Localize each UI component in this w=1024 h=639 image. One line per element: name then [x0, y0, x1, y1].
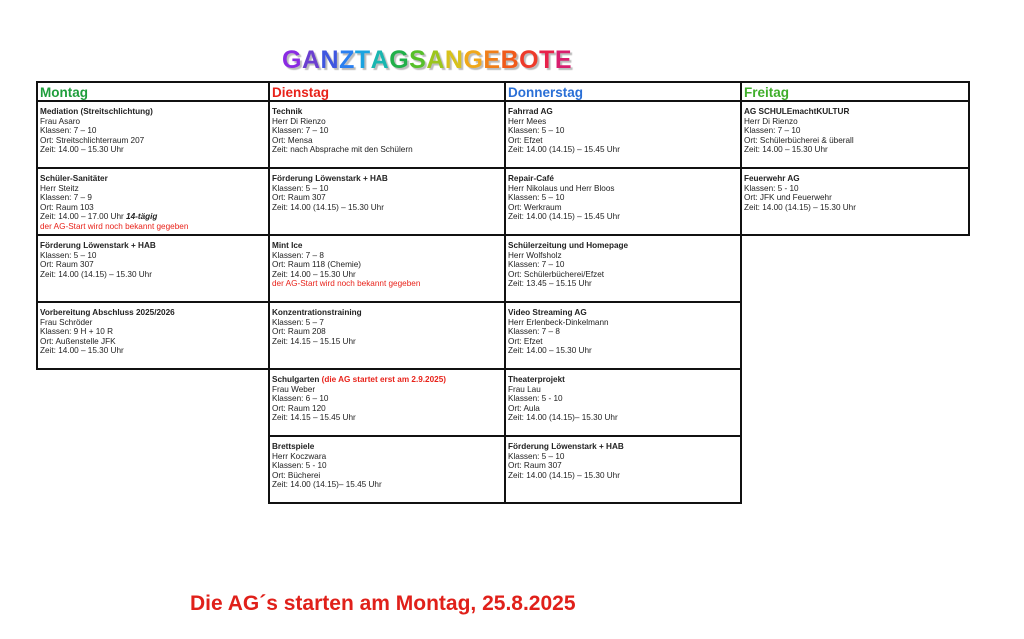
activity-title — [508, 308, 739, 318]
title-letter: T — [539, 46, 555, 74]
activity-detail: Zeit: 14.00 (14.15)– 15.45 Uhr — [272, 480, 382, 490]
activity-detail: Klassen: 7 – 8 — [272, 250, 324, 260]
title-letter: O — [519, 46, 540, 74]
activity-detail: Klassen: 5 - 10 — [508, 394, 563, 404]
page-title — [282, 46, 572, 75]
activity-title — [40, 308, 267, 318]
activity-detail: Frau Asaro — [40, 116, 81, 126]
activity-cell — [506, 236, 740, 303]
activity-detail: Ort: Raum 307 — [272, 193, 326, 203]
activity-detail: Frau Weber — [272, 384, 316, 394]
activity-detail: Ort: Schülerbücherei & überall — [744, 135, 854, 145]
activity-detail: Zeit: 14.00 (14.15) – 15.45 Uhr — [508, 212, 620, 222]
activity-cell — [270, 236, 504, 303]
activity-detail: Ort: Bücherei — [272, 470, 321, 480]
activity-title — [508, 174, 739, 184]
column-dienstag — [268, 81, 506, 504]
day-header-donnerstag: Donnerstag — [506, 81, 740, 102]
activity-detail: Frau Lau — [508, 384, 541, 394]
activity-cell — [38, 102, 268, 169]
activity-title — [272, 442, 503, 452]
activity-detail: Zeit: 14.00 – 15.30 Uhr — [272, 269, 356, 279]
activity-title — [40, 241, 267, 251]
activity-detail: Klassen: 7 – 10 — [744, 126, 801, 136]
activity-detail: Klassen: 7 – 8 — [508, 327, 560, 337]
activity-detail: Klassen: 9 H + 10 R — [40, 327, 114, 337]
activity-title — [272, 107, 503, 117]
activity-time — [40, 212, 267, 222]
activity-cell — [742, 169, 968, 236]
activity-cell — [38, 236, 268, 303]
activity-start-note: der AG-Start wird noch bekannt gegeben — [272, 279, 421, 289]
activity-detail: Klassen: 5 – 10 — [40, 250, 97, 260]
activity-detail: Zeit: 14.00 – 15.30 Uhr — [744, 145, 828, 155]
activity-title-text: Feuerwehr AG — [744, 174, 800, 183]
activity-cell — [506, 303, 740, 370]
activity-detail: Zeit: 14.00 – 15.30 Uhr — [40, 145, 124, 155]
activity-detail: Ort: Raum 118 (Chemie) — [272, 260, 362, 270]
activity-title — [744, 174, 967, 184]
activity-title — [272, 174, 503, 184]
activity-title-text: Schulgarten — [272, 375, 320, 384]
activity-detail: Herr Steitz — [40, 183, 79, 193]
activity-title — [40, 174, 267, 184]
activity-title-text: Fahrrad AG — [508, 107, 553, 116]
title-letter: N — [320, 46, 340, 74]
activity-cell — [506, 370, 740, 437]
activity-title-text: AG SCHULEmachtKULTUR — [744, 107, 850, 116]
activity-detail: Klassen: 5 – 10 — [272, 183, 329, 193]
activity-cell — [270, 370, 504, 437]
activity-detail: Ort: Raum 208 — [272, 327, 326, 337]
activity-title-text: Konzentrationstraining — [272, 308, 362, 317]
activity-cell — [270, 102, 504, 169]
activity-title-text: Förderung Löwenstark + HAB — [272, 174, 388, 183]
activity-detail: Klassen: 5 - 10 — [272, 461, 327, 471]
activity-detail: Ort: Raum 120 — [272, 403, 326, 413]
activity-detail: Zeit: 14.00 – 15.30 Uhr — [40, 346, 124, 356]
activity-detail: Ort: Raum 307 — [508, 461, 562, 471]
activity-title — [40, 107, 267, 117]
activity-title-note: (die AG startet erst am 2.9.2025) — [319, 375, 446, 384]
activity-title-text: Video Streaming AG — [508, 308, 587, 317]
activity-detail: Ort: Mensa — [272, 135, 313, 145]
activity-detail: Herr Nikolaus und Herr Bloos — [508, 183, 615, 193]
activity-title — [272, 308, 503, 318]
column-montag — [36, 81, 270, 370]
activity-cell — [270, 437, 504, 504]
activity-detail: Ort: Efzet — [508, 135, 543, 145]
activity-detail: Klassen: 5 – 10 — [508, 193, 565, 203]
activity-detail: Herr Wolfsholz — [508, 250, 562, 260]
activity-detail: Klassen: 7 – 10 — [40, 126, 97, 136]
activity-detail: Ort: Raum 103 — [40, 202, 94, 212]
activity-detail: Ort: Streitschlichterraum 207 — [40, 135, 145, 145]
activity-title-text: Theaterprojekt — [508, 375, 565, 384]
activity-detail: Herr Di Rienzo — [744, 116, 798, 126]
activity-title-text: Förderung Löwenstark + HAB — [508, 442, 624, 451]
activity-title-text: Schülerzeitung und Homepage — [508, 241, 629, 250]
activity-detail: Zeit: 14.00 (14.15) – 15.30 Uhr — [508, 470, 620, 480]
activity-detail: Klassen: 6 – 10 — [272, 394, 329, 404]
activity-cell — [506, 437, 740, 504]
activity-detail: Ort: Außenstelle JFK — [40, 336, 116, 346]
activity-cell — [742, 102, 968, 169]
activity-cell — [38, 169, 268, 236]
activity-detail: Herr Erlenbeck-Dinkelmann — [508, 317, 609, 327]
activity-detail: Zeit: 14.00 (14.15) – 15.30 Uhr — [744, 202, 856, 212]
activity-detail: Zeit: 13.45 – 15.15 Uhr — [508, 279, 592, 289]
activity-detail: Frau Schröder — [40, 317, 93, 327]
activity-start-note: der AG-Start wird noch bekannt gegeben — [40, 221, 189, 231]
title-letter: Z — [339, 46, 355, 74]
activity-title — [272, 375, 503, 385]
day-header-montag: Montag — [38, 81, 268, 102]
activity-detail: Zeit: nach Absprache mit den Schülern — [272, 145, 413, 155]
activity-detail: Ort: Raum 307 — [40, 260, 94, 270]
activity-detail: Klassen: 5 – 10 — [508, 451, 565, 461]
day-header-freitag: Freitag — [742, 81, 968, 102]
activity-detail: Ort: JFK und Feuerwehr — [744, 193, 832, 203]
activity-title — [744, 107, 967, 117]
activity-detail: Ort: Efzet — [508, 336, 543, 346]
title-letter: B — [500, 46, 520, 74]
activity-detail: Klassen: 5 - 10 — [744, 183, 799, 193]
activity-detail: Klassen: 7 – 10 — [508, 260, 565, 270]
activity-detail: Zeit: 14.15 – 15.45 Uhr — [272, 413, 356, 423]
activity-detail: Ort: Schülerbücherei/Efzet — [508, 269, 605, 279]
activity-time-text: Zeit: 14.00 – 17.00 Uhr — [40, 212, 127, 222]
title-letter: E — [554, 46, 573, 74]
title-letter: S — [409, 46, 427, 74]
activity-title — [508, 107, 739, 117]
activity-detail: Zeit: 14.00 (14.15) – 15.30 Uhr — [272, 202, 384, 212]
activity-title — [272, 241, 503, 251]
title-letter: A — [370, 46, 390, 74]
column-freitag — [740, 81, 970, 236]
activity-title — [508, 241, 739, 251]
activity-detail: Klassen: 7 – 9 — [40, 193, 92, 203]
activity-detail: Klassen: 7 – 10 — [272, 126, 329, 136]
activity-detail: Zeit: 14.15 – 15.15 Uhr — [272, 336, 356, 346]
activity-detail: Klassen: 5 – 7 — [272, 317, 324, 327]
title-letter: T — [354, 46, 371, 74]
activity-detail: Zeit: 14.00 – 15.30 Uhr — [508, 346, 592, 356]
activity-detail: Zeit: 14.00 (14.15)– 15.30 Uhr — [508, 413, 618, 423]
activity-time-note: 14-tägig — [126, 212, 158, 222]
activity-detail: Klassen: 5 – 10 — [508, 126, 565, 136]
activity-title-text: Vorbereitung Abschluss 2025/2026 — [40, 308, 175, 317]
activity-title — [508, 442, 739, 452]
title-letter: E — [483, 46, 501, 74]
activity-detail: Zeit: 14.00 (14.15) – 15.45 Uhr — [508, 145, 620, 155]
day-header-dienstag: Dienstag — [270, 81, 504, 102]
title-letter: G — [389, 46, 410, 74]
activity-cell — [38, 303, 268, 370]
activity-title-text: Mint Ice — [272, 241, 303, 250]
activity-cell — [506, 169, 740, 236]
activity-detail: Ort: Werkraum — [508, 202, 562, 212]
title-letter: A — [426, 46, 445, 74]
activity-detail: Herr Koczwara — [272, 451, 327, 461]
activity-detail: Herr Di Rienzo — [272, 116, 326, 126]
activity-title — [508, 375, 739, 385]
title-letter: A — [301, 46, 321, 74]
start-date-notice: Die AG´s starten am Montag, 25.8.2025 — [190, 592, 576, 615]
activity-cell — [506, 102, 740, 169]
activity-title-text: Mediation (Streitschlichtung) — [40, 107, 153, 116]
activity-detail: Ort: Aula — [508, 403, 540, 413]
activity-cell — [270, 303, 504, 370]
column-donnerstag — [504, 81, 742, 504]
activity-cell — [270, 169, 504, 236]
title-letter: G — [463, 46, 484, 74]
activity-detail: Herr Mees — [508, 116, 547, 126]
activity-title-text: Schüler-Sanitäter — [40, 174, 108, 183]
activity-detail: Zeit: 14.00 (14.15) – 15.30 Uhr — [40, 269, 152, 279]
activity-title-text: Brettspiele — [272, 442, 315, 451]
title-letter: G — [282, 46, 302, 74]
activity-title-text: Technik — [272, 107, 303, 116]
activity-title-text: Förderung Löwenstark + HAB — [40, 241, 156, 250]
activity-title-text: Repair-Café — [508, 174, 554, 183]
title-letter: N — [444, 46, 464, 74]
